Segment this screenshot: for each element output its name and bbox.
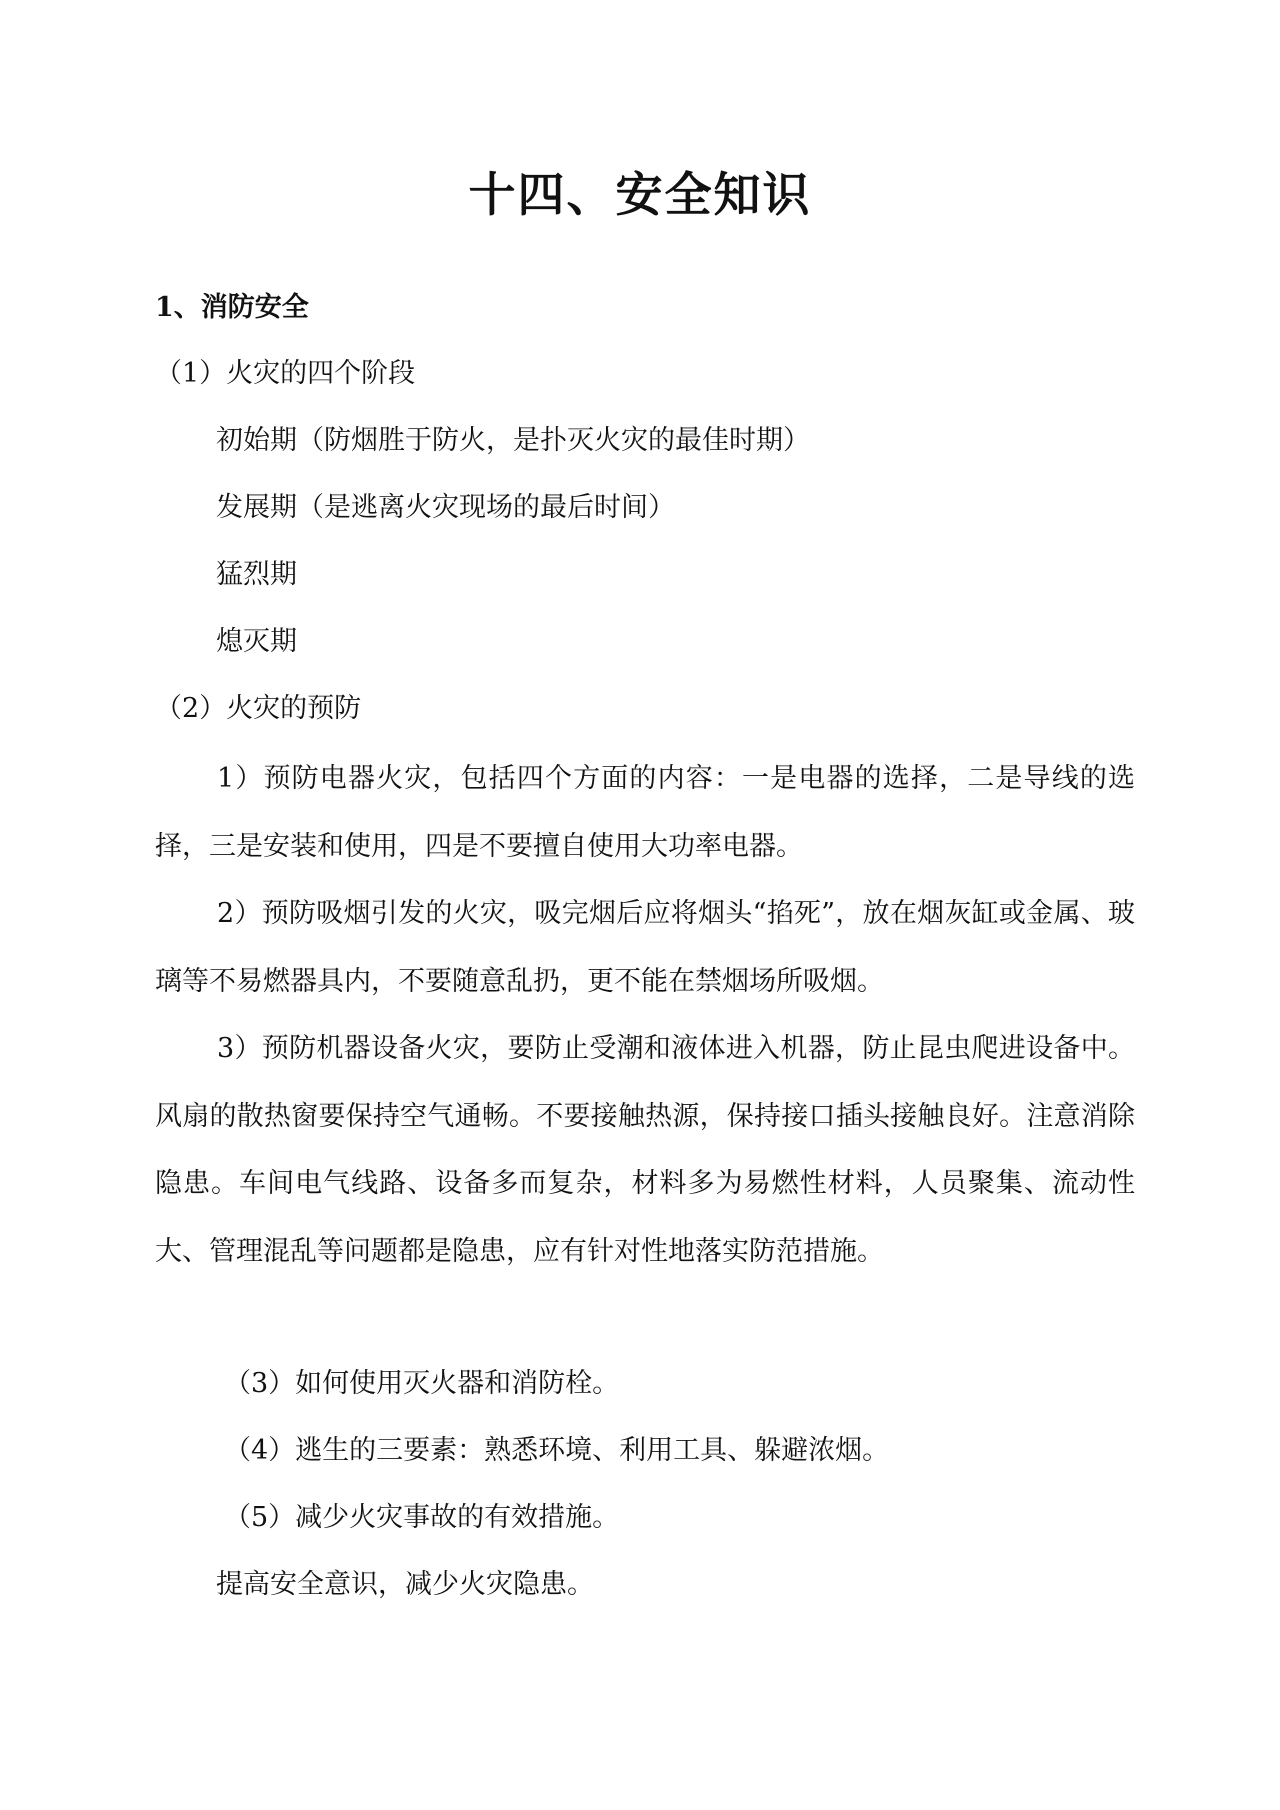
subsection-extinguisher: （3）如何使用灭火器和消防栓。 [224, 1368, 620, 1399]
prevention-paragraph-machinery: 3）预防机器设备火灾，要防止受潮和液体进入机器，防止昆虫爬进设备中。风扇的散热窗要保持空气通畅。不要接触热源，保持接口插头接触良好。注意消除隐患。车间电气线路、设备多而复杂，材料多为易燃性材料，人员聚集、流动性大、管理混乱等问题都是隐患，应有针对性地落实防范措施。 [155, 1033, 1135, 1267]
subsection-escape-elements: （4）逃生的三要素：熟悉环境、利用工具、躲避浓烟。 [224, 1435, 890, 1466]
section-heading-fire-safety: 1、消防安全 [155, 292, 309, 323]
prevention-paragraph-electrical: 1）预防电器火灾，包括四个方面的内容：一是电器的选择，二是导线的选择，三是安装和使用，四是不要擅自使用大功率电器。 [155, 763, 1135, 862]
prevention-paragraph-smoking: 2）预防吸烟引发的火灾，吸完烟后应将烟头“掐死”，放在烟灰缸或金属、玻璃等不易燃器具内，不要随意乱扔，更不能在禁烟场所吸烟。 [155, 898, 1135, 997]
subsection-fire-prevention: （2）火灾的预防 [155, 693, 362, 724]
stage-item: 熄灭期 [216, 626, 297, 657]
page-title: 十四、安全知识 [468, 168, 812, 223]
subsection-effective-measures: （5）减少火灾事故的有效措施。 [224, 1502, 620, 1533]
stage-item: 初始期（防烟胜于防火，是扑灭火灾的最佳时期） [216, 425, 810, 456]
stage-item: 发展期（是逃离火灾现场的最后时间） [216, 492, 675, 523]
closing-statement: 提高安全意识，减少火灾隐患。 [216, 1569, 594, 1600]
stage-item: 猛烈期 [216, 559, 297, 590]
subsection-fire-stages: （1）火灾的四个阶段 [155, 358, 416, 389]
